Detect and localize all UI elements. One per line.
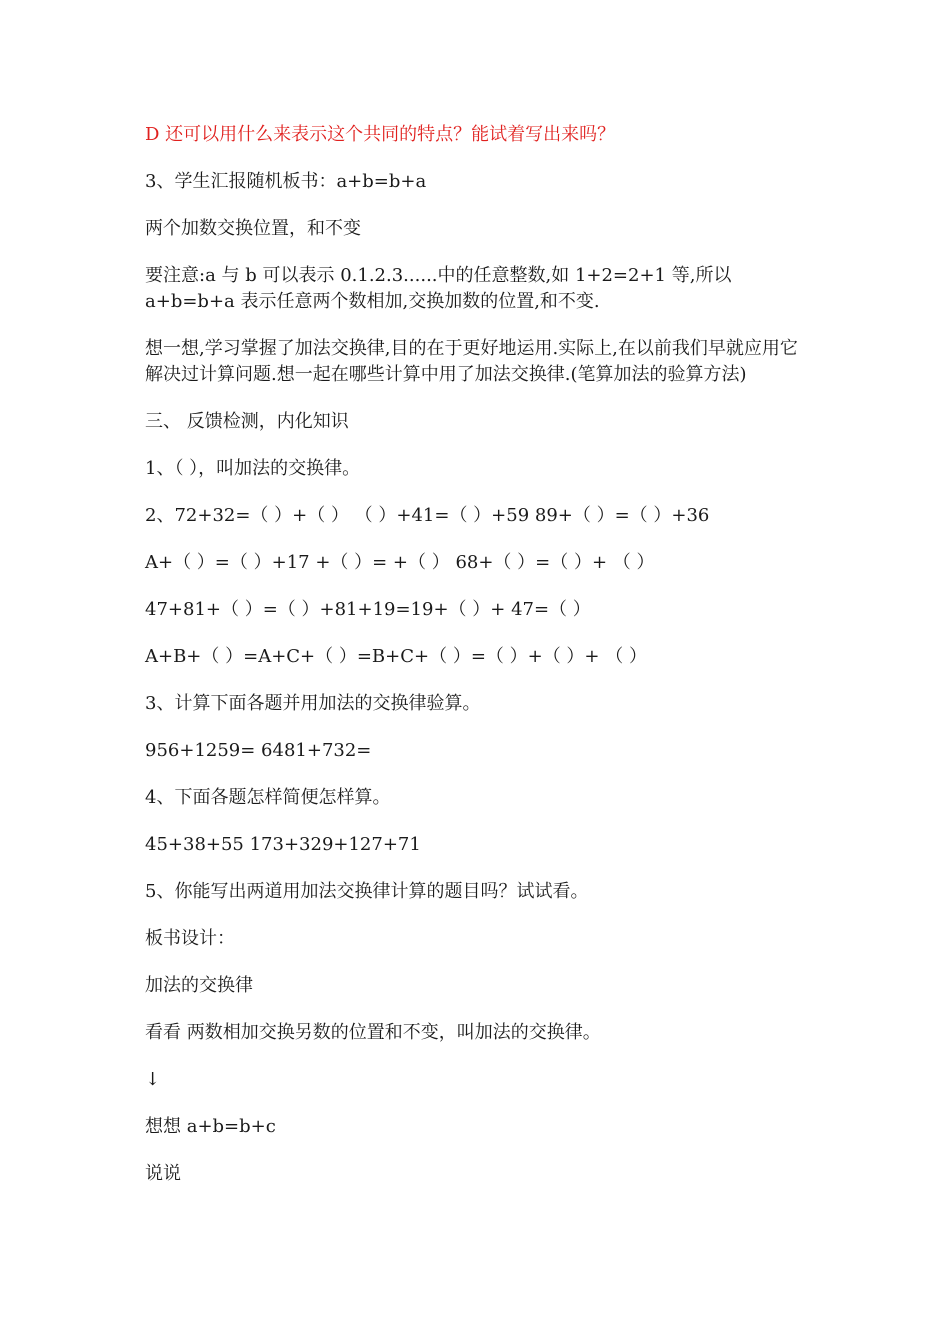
board-title: 加法的交换律 <box>145 975 253 996</box>
exercise-5: 5、你能写出两道用加法交换律计算的题目吗？试试看。 <box>145 881 589 902</box>
exercise-2-line-4: A+B+（ ）=A+C+（ ）=B+C+（ ）=（ ）+（ ）+ （ ） <box>145 646 647 667</box>
exercise-3: 3、计算下面各题并用加法的交换律验算。 <box>145 693 481 714</box>
rule-statement-line: 两个加数交换位置，和不变 <box>145 218 361 239</box>
board-look-line: 看看 两数相加交换另数的位置和不变，叫加法的交换律。 <box>145 1022 601 1043</box>
exercise-4: 4、下面各题怎样简便怎样算。 <box>145 787 391 808</box>
note-paragraph: 要注意:a 与 b 可以表示 0.1.2.3......中的任意整数,如 1+2=2+1 等,所以 a+b=b+a 表示任意两个数相加,交换加数的位置,和不变. <box>145 265 732 312</box>
board-say-line: 说说 <box>145 1163 181 1184</box>
exercise-3-problems: 956+1259= 6481+732= <box>145 740 372 761</box>
section-heading-3: 三、 反馈检测，内化知识 <box>145 411 349 432</box>
think-paragraph: 想一想,学习掌握了加法交换律,目的在于更好地运用.实际上,在以前我们早就应用它解决过计算问题.想一起在哪些计算中用了加法交换律.(笔算加法的验算方法) <box>145 338 798 385</box>
down-arrow-icon: ↓ <box>145 1069 161 1090</box>
document-body <box>145 122 805 1208</box>
question-d-line: D 还可以用什么来表示这个共同的特点？能试着写出来吗？ <box>145 124 616 145</box>
student-report-line: 3、学生汇报随机板书：a+b=b+a <box>145 171 427 192</box>
board-think-line: 想想 a+b=b+c <box>145 1116 276 1137</box>
exercise-1: 1、（ ），叫加法的交换律。 <box>145 458 361 479</box>
exercise-2-line-2: A+（ ）=（ ）+17 +（ ）= +（ ） 68+（ ）=（ ）+ （ ） <box>145 552 655 573</box>
board-design-heading: 板书设计： <box>145 928 235 949</box>
exercise-2-line-3: 47+81+（ ）=（ ）+81+19=19+（ ）+ 47=（ ） <box>145 599 591 620</box>
exercise-4-problems: 45+38+55 173+329+127+71 <box>145 834 421 855</box>
exercise-2-line-1: 2、72+32=（ ）+（ ） （ ）+41=（ ）+59 89+（ ）=（ ）+36 <box>145 505 710 526</box>
